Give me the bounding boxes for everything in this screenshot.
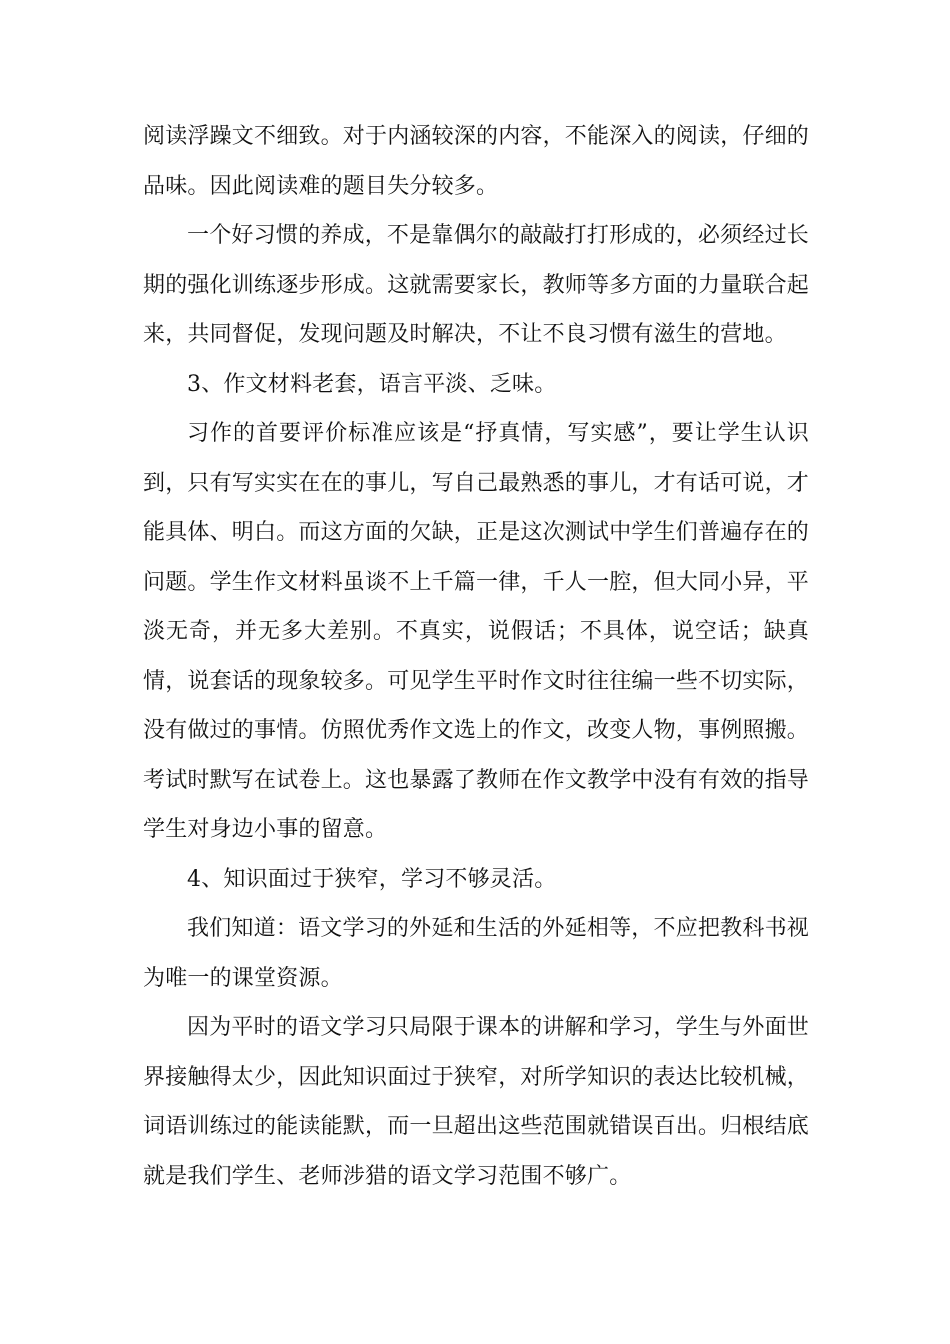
paragraph-1: 阅读浮躁文不细致。对于内涵较深的内容，不能深入的阅读，仔细的品味。因此阅读难的题目失分较多。 — [143, 124, 810, 199]
paragraph-6: 我们知道：语文学习的外延和生活的外延相等，不应把教科书视为唯一的课堂资源。 — [143, 916, 809, 991]
paragraph-2: 一个好习惯的养成，不是靠偶尔的敲敲打打形成的，必须经过长期的强化训练逐步形成。这就需要家长，教师等多方面的力量联合起来，共同督促，发现问题及时解决，不让不良习惯有滋生的营地。 — [143, 223, 810, 347]
paragraph-4: 习作的首要评价标准应该是“抒真情，写实感”，要让学生认识到，只有写实实在在的事儿，写自己最熟悉的事儿，才有话可说，才能具体、明白。而这方面的欠缺，正是这次测试中学生们普遍存在的问题。学生作文材料虽谈不上千篇一律，千人一腔，但大同小异，平淡无奇，并无多大差别。不真实，说假话；不具体，说空话；缺真情，说套话的现象较多。可见学生平时作文时往往编一些不切实际，没有做过的事情。仿照优秀作文选上的作文，改变人物，事例照搬。考试时默写在试卷上。这也暴露了教师在作文教学中没有有效的指导学生对身边小事的留意。 — [143, 421, 810, 842]
document-body — [143, 112, 809, 1201]
paragraph-7: 因为平时的语文学习只局限于课本的讲解和学习，学生与外面世界接触得太少，因此知识面过于狭窄，对所学知识的表达比较机械，词语训练过的能读能默，而一旦超出这些范围就错误百出。归根结底就是我们学生、老师涉猎的语文学习范围不够广。 — [143, 1015, 810, 1189]
section-heading-3: 3、作文材料老套，语言平淡、乏味。 — [187, 371, 557, 397]
section-heading-4: 4、知识面过于狭窄，学习不够灵活。 — [187, 866, 557, 892]
